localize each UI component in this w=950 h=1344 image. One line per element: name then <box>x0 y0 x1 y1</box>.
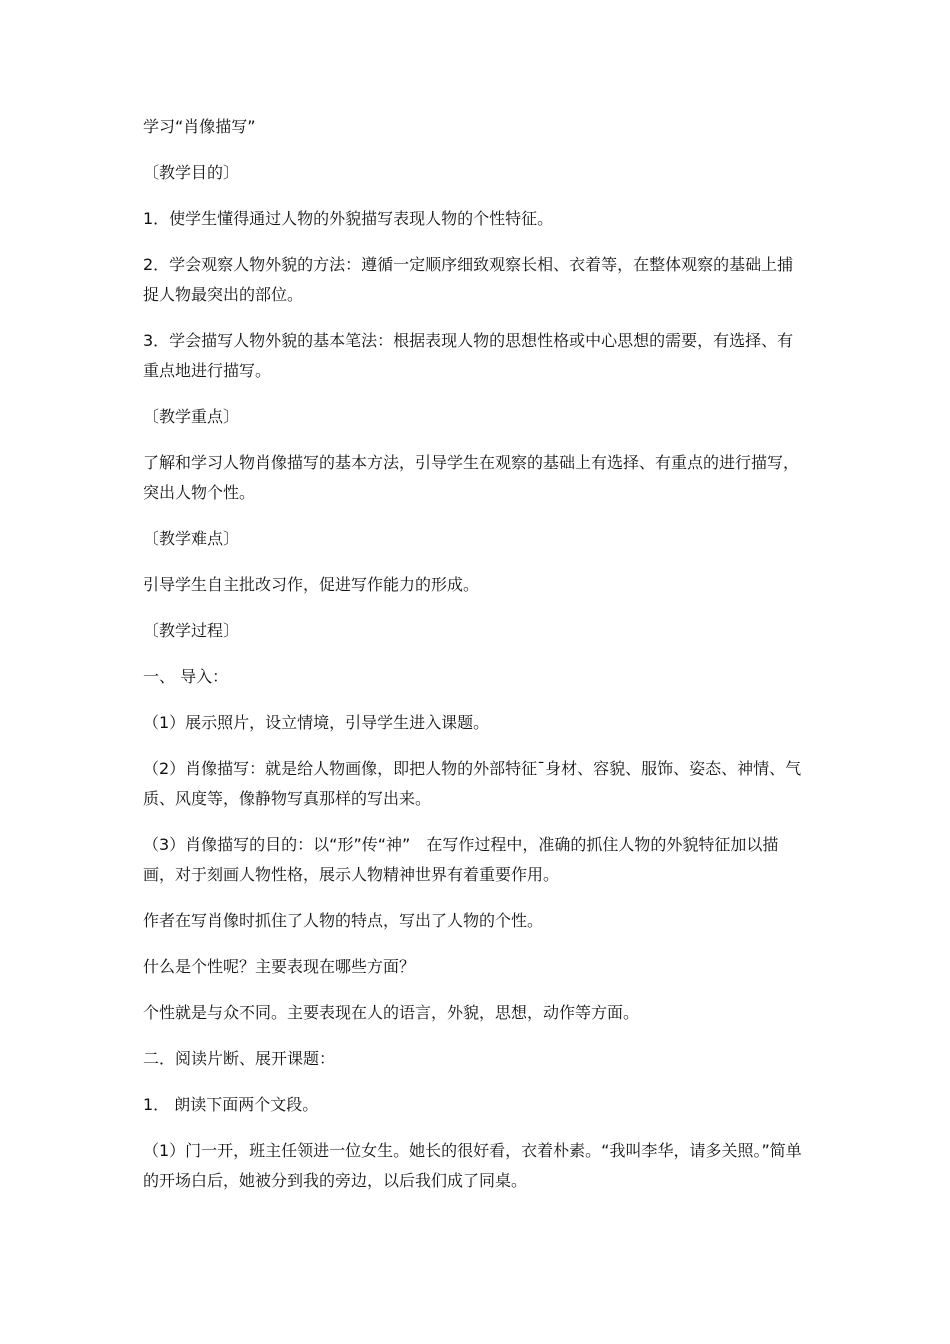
section-heading-difficulties: 〔教学难点〕 <box>143 529 240 548</box>
passage-1: （1）门一开，班主任领进一位女生。她长的很好看，衣着朴素。“我叫李华，请多关照。”简单的开场白后，她被分到我的旁边，以后我们成了同桌。 <box>143 1141 802 1190</box>
goal-item-3: 3．学会描写人物外貌的基本笔法：根据表现人物的思想性格或中心思想的需要，有选择、有重点地进行描写。 <box>143 331 794 380</box>
document-page <box>143 112 808 1212</box>
section-heading-teaching-goals: 〔教学目的〕 <box>143 163 240 182</box>
intro-item-1: （1）展示照片，设立情境，引导学生进入课题。 <box>143 713 490 732</box>
section-heading-process: 〔教学过程〕 <box>143 621 240 640</box>
intro-item-3: （3）肖像描写的目的：以“形”传“神” 在写作过程中，准确的抓住人物的外貌特征加以描画，对于刻画人物性格，展示人物精神世界有着重要作用。 <box>143 835 779 884</box>
key-points-text: 了解和学习人物肖像描写的基本方法，引导学生在观察的基础上有选择、有重点的进行描写，突出人物个性。 <box>143 453 800 502</box>
answer-text: 个性就是与众不同。主要表现在人的语言，外貌，思想，动作等方面。 <box>143 1003 640 1022</box>
process-step-intro: 一、 导入： <box>143 667 229 686</box>
goal-item-1: 1．使学生懂得通过人物的外貌描写表现人物的个性特征。 <box>143 209 554 228</box>
body-text: 作者在写肖像时抓住了人物的特点，写出了人物的个性。 <box>143 911 544 930</box>
goal-item-2: 2．学会观察人物外貌的方法：遵循一定顺序细致观察长相、衣着等，在整体观察的基础上捕捉人物最突出的部位。 <box>143 255 794 304</box>
section-heading-key-points: 〔教学重点〕 <box>143 407 240 426</box>
difficulties-text: 引导学生自主批改习作，促进写作能力的形成。 <box>143 575 480 594</box>
reading-item-1: 1． 朗读下面两个文段。 <box>143 1095 319 1114</box>
process-step-reading: 二．阅读片断、展开课题： <box>143 1049 336 1068</box>
document-title: 学习“肖像描写” <box>143 117 256 136</box>
intro-item-2: （2）肖像描写：就是给人物画像，即把人物的外部特征¯身材、容貌、服饰、姿态、神情、气质、风度等，像静物写真那样的写出来。 <box>143 759 802 808</box>
question-text: 什么是个性呢？主要表现在哪些方面？ <box>143 957 416 976</box>
